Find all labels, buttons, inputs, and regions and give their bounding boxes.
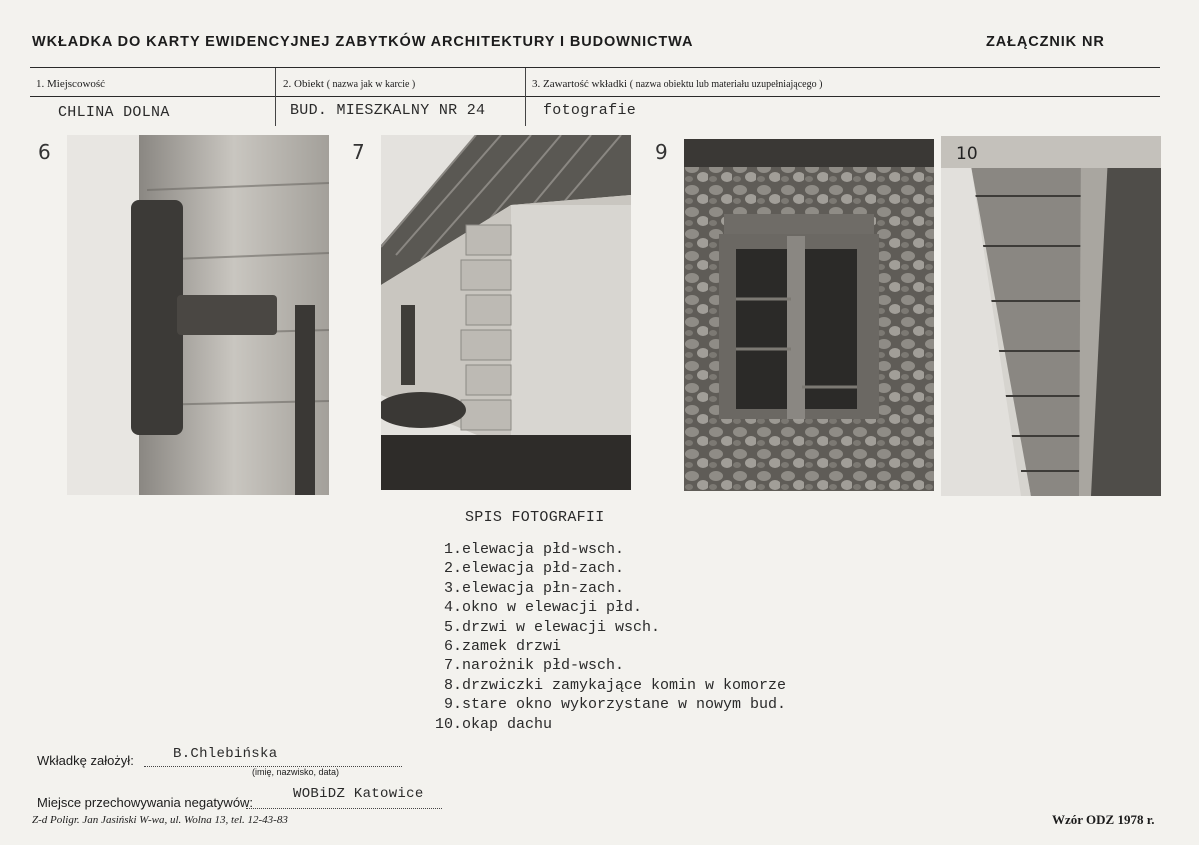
document-title: WKŁADKA DO KARTY EWIDENCYJNEJ ZABYTKÓW ARCHITEKTURY I BUDOWNICTWA (32, 34, 694, 50)
negatives-location-label: Miejsce przechowywania negatywów: (37, 795, 254, 810)
photo-list (432, 540, 786, 734)
list-item: 4.okno w elewacji płd. (443, 599, 643, 617)
photo-9-number: 9 (655, 140, 668, 164)
field-object-value: BUD. MIESZKALNY NR 24 (290, 102, 486, 119)
field-object-label: 2. Obiekt ( nazwa jak w karcie ) (283, 78, 416, 90)
old-window-image (684, 139, 934, 491)
photo-7-corner (381, 135, 631, 490)
list-item: 3.elewacja płn-zach. (443, 579, 625, 597)
field-divider-1 (275, 68, 276, 126)
header-rule-top (30, 67, 1160, 68)
printer-imprint: Z-d Poligr. Jan Jasiński W-wa, ul. Wolna 13, tel. 12-43-83 (32, 814, 288, 826)
field-locality-label: 1. Miejscowość (36, 78, 106, 90)
list-item: 5.drzwi w elewacji wsch. (443, 618, 661, 636)
created-by-value: B.Chlebińska (173, 746, 278, 762)
field-divider-2 (525, 68, 526, 126)
form-model: Wzór ODZ 1978 r. (1052, 812, 1155, 827)
list-item: 9.stare okno wykorzystane w nowym bud. (443, 696, 787, 714)
list-item: 2.elewacja płd-zach. (443, 560, 625, 578)
roof-eave-image (941, 136, 1161, 496)
list-item: 6.zamek drzwi (443, 638, 562, 656)
list-item: 7.narożnik płd-wsch. (443, 657, 625, 675)
list-item: 1.elewacja płd-wsch. (443, 541, 625, 558)
list-item: 8.drzwiczki zamykające komin w komorze (443, 676, 787, 694)
created-by-hint: (imię, nazwisko, data) (252, 767, 340, 777)
photo-7-number: 7 (352, 140, 365, 164)
photo-10-number: 10 (956, 144, 978, 164)
field-contents-label: 3. Zawartość wkładki ( nazwa obiektu lub materiału uzupełniającego ) (532, 78, 823, 90)
negatives-location-value: WOBiDZ Katowice (293, 786, 424, 802)
photo-9-old-window (684, 139, 934, 491)
list-item: 10.okap dachu (434, 715, 553, 733)
photo-10-roof-eave (941, 136, 1161, 496)
header-rule-mid (30, 96, 1160, 97)
field-locality-value: CHLINA DOLNA (58, 104, 170, 121)
photo-list-title: SPIS FOTOGRAFII (465, 509, 605, 526)
field-contents-value: fotografie (543, 102, 637, 119)
attachment-number-label: ZAŁĄCZNIK NR (986, 34, 1105, 50)
created-by-label: Wkładkę założył: (37, 753, 134, 768)
photo-6-door-lock (67, 135, 329, 495)
corner-image (381, 135, 631, 490)
photo-6-number: 6 (38, 140, 51, 164)
door-lock-image (67, 135, 329, 495)
